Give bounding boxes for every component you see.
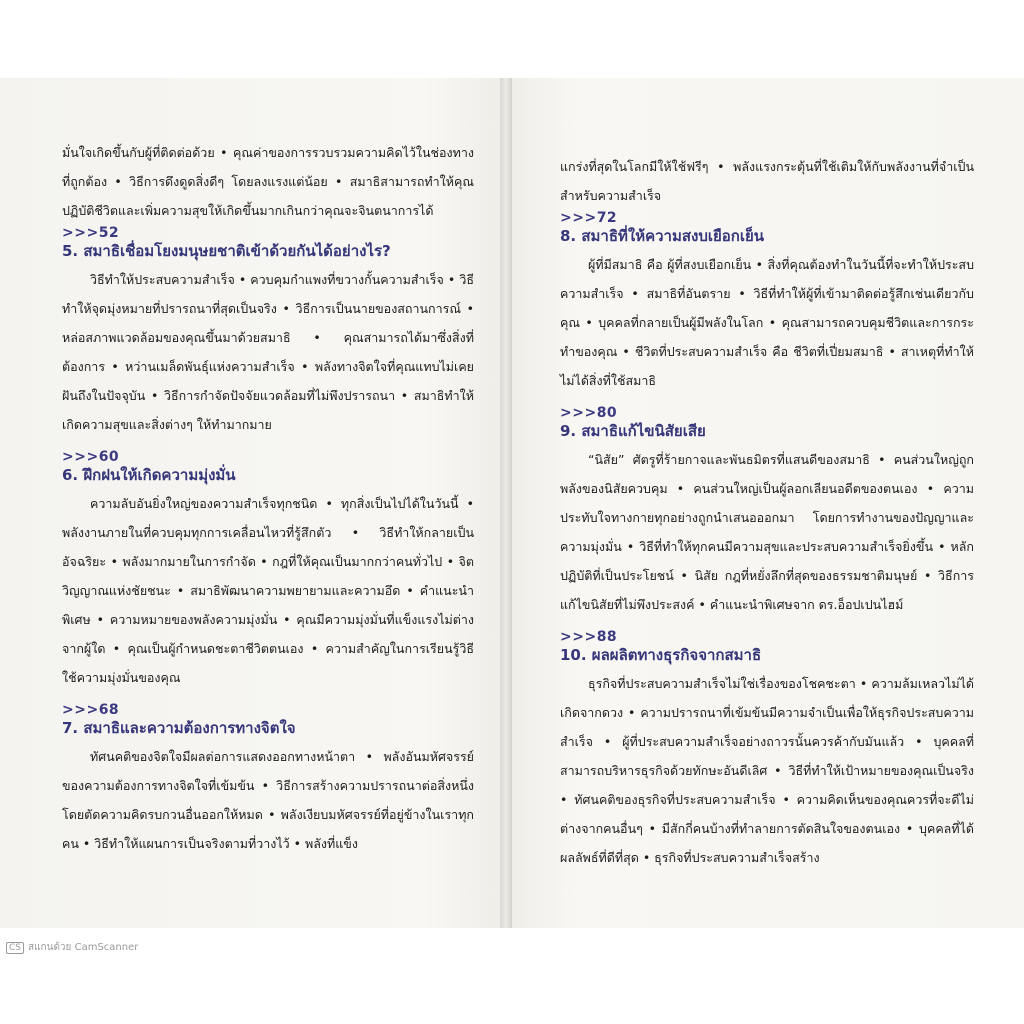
toc-entry-10	[560, 629, 974, 872]
scanner-watermark	[6, 940, 138, 955]
toc-entry-8	[560, 210, 974, 395]
chapter-heading: 5. สมาธิเชื่อมโยงมนุษยชาติเข้าด้วยกันได้อย่างไร?	[62, 242, 391, 260]
page-ref: >>>88	[560, 629, 618, 645]
chapter-summary: วิธีทำให้ประสบความสำเร็จ • ควบคุมกำแพงที่ขวางกั้นความสำเร็จ • วิธีทำให้จุดมุ่งหมายที่ปรารถนาที่สุดเป็นจริง • วิธีการเป็นนายของสถานการณ์ • หล่อสภาพแวดล้อมของคุณขึ้นมาด้วยสมาธิ • คุณสามารถได้มาซึ่งสิ่งที่ต้องการ • หว่านเมล็ดพันธุ์แห่งความสำเร็จ • พลังทางจิตใจที่คุณแทบไม่เคยฝันถึงในปัจจุบัน • วิธีการกำจัดปัจจัยแวดล้อมที่ไม่พึงปรารถนา • สมาธิทำให้เกิดความสุขและสิ่งต่างๆ ให้ทำมากมาย	[62, 272, 474, 432]
chapter-summary: ทัศนคติของจิตใจมีผลต่อการแสดงออกทางหน้าตา • พลังอันมหัศจรรย์ของความต้องการทางจิตใจที่เข้มข้น • วิธีการสร้างความปรารถนาต่อสิ่งหนึ่งโดยตัดความคิดรบกวนอื่นออกให้หมด • พลังเงียบมหัศจรรย์ที่อยู่ข้างในเราทุกคน • วิธีทำให้แผนการเป็นจริงตามที่วางไว้ • พลังที่แข็ง	[62, 749, 474, 851]
background-top	[0, 0, 1024, 78]
page-ref: >>>52	[62, 225, 120, 241]
chapter-heading: 9. สมาธิแก้ไขนิสัยเสีย	[560, 422, 706, 440]
watermark-text: สแกนด้วย CamScanner	[28, 942, 139, 953]
page-ref: >>>68	[62, 702, 120, 718]
left-page	[0, 78, 500, 928]
toc-entry-9	[560, 405, 974, 619]
right-intro-text: แกร่งที่สุดในโลกมีให้ใช้ฟรีๆ • พลังแรงกระตุ้นที่ใช้เติมให้กับพลังงานที่จำเป็นสำหรับความสำเร็จ	[560, 159, 974, 203]
chapter-heading: 6. ฝึกฝนให้เกิดความมุ่งมั่น	[62, 466, 236, 484]
toc-entry-7	[62, 702, 474, 858]
book-gutter	[500, 78, 512, 928]
page-ref: >>>80	[560, 405, 618, 421]
chapter-summary: ผู้ที่มีสมาธิ คือ ผู้ที่สงบเยือกเย็น • สิ่งที่คุณต้องทำในวันนี้ที่จะทำให้ประสบความสำเร็จ • สมาธิที่อันตราย • วิธีที่ทำให้ผู้ที่เข้ามาติดต่อรู้สึกเช่นเดียวกับคุณ • บุคคลที่กลายเป็นผู้มีพลังในโลก • คุณสามารถควบคุมชีวิตและการกระทำของคุณ • ชีวิตที่ประสบความสำเร็จ คือ ชีวิตที่เปี่ยมสมาธิ • สาเหตุที่ทำให้ไม่ได้สิ่งที่ใช้สมาธิ	[560, 257, 974, 388]
chapter-heading: 10. ผลผลิตทางธุรกิจจากสมาธิ	[560, 646, 762, 664]
chapter-heading: 7. สมาธิและความต้องการทางจิตใจ	[62, 719, 296, 737]
chapter-summary: ความลับอันยิ่งใหญ่ของความสำเร็จทุกชนิด • ทุกสิ่งเป็นไปได้ในวันนี้ • พลังงานภายในที่ควบคุมทุกการเคลื่อนไหวที่รู้สึกตัว • วิธีทำให้กลายเป็นอัจฉริยะ • พลังมากมายในการกำจัด • กฎที่ให้คุณเป็นมากกว่าคนทั่วไป • จิตวิญญาณแห่งชัยชนะ • สมาธิพัฒนาความพยายามและความอึด • คำแนะนำพิเศษ • ความหมายของพลังความมุ่งมั่น • คุณมีความมุ่งมั่นที่แข็งแรงไม่ต่างจากผู้ใด • คุณเป็นผู้กำหนดชะตาชีวิตตนเอง • ความสำคัญในการเรียนรู้วิธีใช้ความมุ่งมั่นของคุณ	[62, 496, 474, 685]
page-ref: >>>60	[62, 449, 120, 465]
left-page-column	[62, 138, 474, 868]
toc-entry-5	[62, 225, 474, 439]
right-page-column	[560, 152, 974, 882]
camscanner-badge: CS	[6, 942, 24, 954]
page-ref: >>>72	[560, 210, 618, 226]
background-bottom	[0, 928, 1024, 1024]
toc-entry-6	[62, 449, 474, 692]
chapter-heading: 8. สมาธิที่ให้ความสงบเยือกเย็น	[560, 227, 765, 245]
chapter-summary: “นิสัย” ศัตรูที่ร้ายกาจและพันธมิตรที่แสนดีของสมาธิ • คนส่วนใหญ่ถูกพลังของนิสัยควบคุม • คนส่วนใหญ่เป็นผู้ลอกเลียนอดีตของตนเอง • ความประทับใจทางกายทุกอย่างถูกนำเสนอออกมา โดยการทำงานของปัญญาและความมุ่งมั่น • วิธีที่ทำให้ทุกคนมีความสุขและประสบความสำเร็จยิ่งขึ้น • หลักปฏิบัติที่เป็นประโยชน์ • นิสัย กฎที่หยั่งลึกที่สุดของธรรมชาติมนุษย์ • วิธีการแก้ไขนิสัยที่ไม่พึงประสงค์ • คำแนะนำพิเศษจาก ดร.อ็อปเปนไฮม์	[560, 452, 974, 612]
left-intro-text: มั่นใจเกิดขึ้นกับผู้ที่ติดต่อด้วย • คุณค่าของการรวบรวมความคิดไว้ในช่องทางที่ถูกต้อง • วิธีการดึงดูดสิ่งดีๆ โดยลงแรงแต่น้อย • สมาธิสามารถทำให้คุณปฏิบัติชีวิตและเพิ่มความสุขให้เกิดขึ้นมากเกินกว่าคุณจะจินตนาการได้	[62, 145, 474, 218]
chapter-summary: ธุรกิจที่ประสบความสำเร็จไม่ใช่เรื่องของโชคชะตา • ความล้มเหลวไม่ได้เกิดจากดวง • ความปรารถนาที่เข้มข้นมีความจำเป็นเพื่อให้ธุรกิจประสบความสำเร็จ • ผู้ที่ประสบความสำเร็จอย่างถาวรนั้นควรค้ากับมันแล้ว • บุคคลที่สามารถบริหารธุรกิจด้วยทักษะอันดีเลิศ • วิธีที่ทำให้เป้าหมายของคุณเป็นจริง • ทัศนคติของธุรกิจที่ประสบความสำเร็จ • ความคิดเห็นของคุณควรที่จะดีไม่ต่างจากคนอื่นๆ • มีสักกี่คนบ้างที่ทำลายการตัดสินใจของตนเอง • บุคคลที่ได้ผลลัพธ์ที่ดีที่สุด • ธุรกิจที่ประสบความสำเร็จสร้าง	[560, 676, 974, 865]
right-page	[512, 78, 1024, 928]
